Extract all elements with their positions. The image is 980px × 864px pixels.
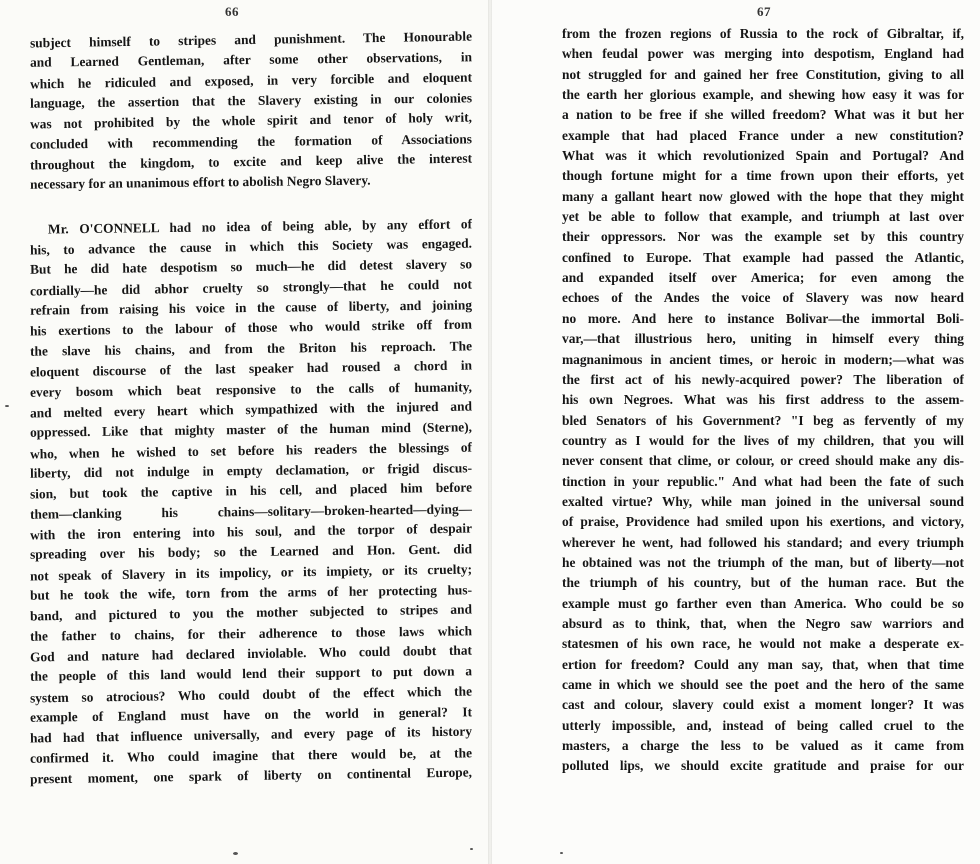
right-page-text [562, 24, 964, 777]
text-line: not struggled for and gained her free Constitution, giving to all [562, 66, 964, 82]
text-line: and Learned Gentleman, after some other observations, in [29, 49, 473, 71]
text-line: and melted every heart which sympathized with the injured and [29, 398, 473, 421]
text-line: var,—that illustrious hero, uniting in himself every thing [562, 331, 964, 347]
text-line: oppressed. Like that mighty master of the human mind (Sterne), [29, 419, 473, 440]
text-line: What was it which revolutionized Spain and Portugal? And [562, 148, 964, 164]
left-page [0, 0, 488, 864]
text-line: he obtained was not the triumph of the man, but of liberty—not [562, 554, 964, 570]
text-line: which he ridiculed and exposed, in very forcible and eloquent [29, 69, 473, 92]
text-line: his own Negroes. What was his first address to the assem- [562, 392, 964, 408]
text-line: yet be able to follow that example, and triumph at last over [562, 209, 964, 225]
text-line: wherever he went, had followed his standard; and every triumph [562, 534, 964, 550]
text-line: language, the assertion that the Slavery existing in our colonies [29, 90, 473, 111]
text-line: of praise, Providence had smiled upon his exertions, and victory, [562, 514, 964, 530]
paragraph-gap [30, 193, 472, 217]
text-line: with the iron entering into his soul, and the torpor of despair [29, 520, 473, 543]
text-line: ertion for freedom? Could any man say, that, when that time [562, 656, 964, 672]
text-line: band, and pictured to you the mother subjected to stripes and [29, 601, 473, 624]
text-line: many a gallant heart now glowed with the hope that they might [562, 188, 964, 204]
scan-speck [470, 848, 473, 850]
text-line: liberty, did not indulge in empty declamation, or frigid discus- [29, 460, 473, 481]
left-page-number: 66 [225, 4, 239, 19]
text-line: no more. And here to instance Bolivar—the immortal Boli- [562, 310, 964, 326]
text-line: exalted virtue? Why, while man joined in the universal sound [562, 493, 964, 509]
text-line: Mr. O'CONNELL had no idea of being able, by any effort of [47, 216, 473, 237]
scan-speck [560, 852, 563, 854]
text-line: magnanimous in ancient times, or heroic in modern;—what was [562, 351, 964, 367]
left-page-text [30, 30, 472, 786]
text-line: them—clanking his chains—solitary—broken-hearted—dying— [29, 500, 473, 522]
text-line: the slave his chains, and from the Briton his reproach. The [29, 338, 473, 359]
text-line: example that had placed France under a new constitution? [562, 127, 964, 143]
margin-mark [5, 405, 9, 407]
text-line: when feudal power was merging into despotism, England had [562, 46, 964, 62]
text-line: the father to chains, for their adherence to those laws which [29, 622, 473, 644]
text-line: country as I would for the lives of my children, that you will [562, 432, 964, 448]
text-line: the triumph of his country, but of the human race. But the [562, 575, 964, 591]
text-line: utterly impossible, and, instead of being called cruel to the [562, 717, 964, 733]
text-line: every bosom which beat responsive to the calls of humanity, [29, 378, 473, 400]
text-line: eloquent discourse of the last speaker had roused a chord in [29, 357, 473, 380]
text-line: cast and colour, slavery could exist a moment longer? It was [562, 697, 964, 713]
text-line: who, when he wished to set before his readers the blessings of [29, 439, 473, 462]
text-line: his exertions to the labour of those who would strike off from [29, 316, 473, 339]
right-page [492, 0, 980, 864]
text-line: never consent that clime, or colour, or creed should make any dis- [562, 453, 964, 469]
text-line: echoes of the Andes the voice of Slavery was now heard [562, 290, 964, 306]
text-line: system so atrocious? Who could doubt of the effect which the [29, 683, 473, 706]
text-line: sion, but took the captive in his cell, and placed him before [29, 479, 473, 502]
text-line: had had that influence universally, and every page of its history [29, 723, 473, 746]
text-line: masters, a charge the less to be valued as it came from [562, 738, 964, 754]
text-line: statesmen of his own race, he would not make a desperate ex- [562, 636, 964, 652]
text-line: came in which we should see the poet and the hero of the same [562, 677, 964, 692]
scan-speck [233, 852, 238, 855]
text-line: and expanded itself over America; for even among the [562, 270, 964, 286]
text-line: subject himself to stripes and punishment. The Honourable [29, 28, 473, 51]
text-line: bled Senators of his Government? "I beg as fervently of my [562, 412, 964, 428]
text-line: tinction in your republic." And what had been the fate of such [562, 473, 964, 489]
text-line: his, to advance the cause in which this Society was engaged. [29, 235, 473, 258]
text-line: example must go farther even than America. Who could be so [562, 595, 964, 611]
text-line: the earth her glorious example, and shewing how easy it was for [562, 87, 964, 103]
text-line: cordially—he did abhor cruelty so strongly—that he could not [29, 276, 473, 299]
text-line: absurd as to think, that, when the Negro saw warriors and [562, 615, 964, 631]
text-line: polluted lips, we should excite gratitude and praise for our [562, 758, 964, 774]
text-line: God and nature had declared inviolable. Who could doubt that [29, 642, 473, 665]
text-line: the first act of his newly-acquired power? The liberation of [562, 371, 964, 387]
text-line: example of England must have on the world in general? It [29, 704, 473, 725]
text-line: present moment, one spark of liberty on continental Europe, [29, 764, 473, 787]
text-line: refrain from raising his voice in the cause of liberty, and joining [29, 297, 473, 318]
text-line: was not prohibited by the whole spirit and tenor of holy writ, [29, 109, 473, 132]
text-line: But he did hate despotism so much—he did detest slavery so [29, 256, 473, 278]
text-line: confined to Europe. That example had passed the Atlantic, [562, 249, 964, 265]
text-line: but he took the wife, torn from the arms of her protecting hus- [29, 582, 473, 603]
text-line: a nation to be free if she willed freedom? What was it but her [562, 107, 964, 123]
text-line: spreading over his body; so the Learned and Hon. Gent. did [29, 541, 473, 562]
text-line: not speak of Slavery in its impolicy, or its impiety, or its cruelty; [29, 561, 473, 584]
text-line: necessary for an unanimous effort to abolish Negro Slavery. [29, 172, 371, 193]
text-line: confirmed it. Who could imagine that there would be, at the [29, 744, 473, 766]
text-line: their oppressors. Nor was the example set by this country [562, 229, 964, 245]
text-line: the people of this land would lend their support to put down a [29, 663, 473, 685]
text-line: throughout the kingdom, to excite and keep alive the interest [29, 150, 473, 173]
text-line: from the frozen regions of Russia to the rock of Gibraltar, if, [562, 26, 964, 41]
text-line: though fortune might for a time frown upon their efforts, yet [562, 168, 964, 184]
text-line: concluded with recommending the formation of Associations [29, 131, 473, 152]
right-page-number: 67 [757, 4, 771, 19]
